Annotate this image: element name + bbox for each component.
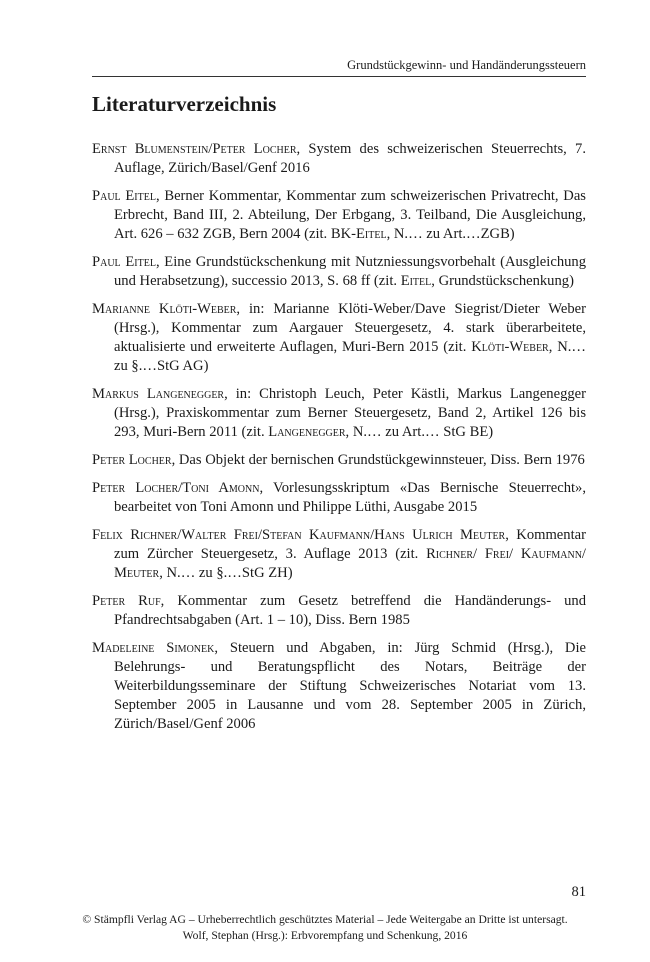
bibliography-entry [92,592,586,630]
bibliography-entry [92,253,586,291]
entry-text-end: , Grundstückschenkung) [431,273,574,289]
bibliography-entry [92,479,586,517]
entry-author: Markus Langenegger [92,386,225,402]
entry-text: , Vorlesungsskriptum «Das Bernische Steuerrecht», bearbeitet von Toni Amonn und Philippe Lüthi, Ausgabe 2015 [114,480,586,515]
footer-source-line: Wolf, Stephan (Hrsg.): Erbvorempfang und Schenkung, 2016 [182,929,468,942]
entry-author: Peter Locher [92,452,172,468]
entry-text-end: , N.… zu Art.…ZGB) [386,226,515,242]
entry-author: Madeleine Simonek [92,640,215,656]
entry-text-end: , N.… zu Art.… StG BE) [345,424,494,440]
entry-author: Ernst Blumenstein/Peter Locher [92,141,297,157]
page-number: 81 [571,884,586,900]
entry-text: , Eine Grundstückschenkung mit Nutzniessungsvorbehalt (Ausgleichung und Herabsetzung), successio 2013, S. 68 ff (zit. [114,254,587,289]
bibliography-entry [92,639,586,734]
entry-citation: Klöti-Weber [471,339,549,355]
entry-citation: Eitel [400,273,432,289]
entry-text: , Kommentar zum Zürcher Steuergesetz, 3. Auflage 2013 (zit. [114,527,586,562]
entry-text: , Kommentar zum Gesetz betreffend die Handänderungs- und Pfandrechtsabgaben (Art. 1 – 10), Diss. Bern 1985 [114,593,586,628]
entry-text: , Steuern und Abgaben, in: Jürg Schmid (Hrsg.), Die Belehrungs- und Beratungspflicht des Notars, Beiträge der Weiterbildungsseminare der Stiftung Schweizerisches Notariat vom 13. September 2005 in Lausanne und vom 28. September 2005 in Zürich, Zürich/Basel/Genf 2006 [114,640,586,732]
entry-text-end: , N.… zu §.…StG ZH) [159,565,293,581]
entry-author: Peter Locher/Toni Amonn [92,480,260,496]
page-title: Literaturverzeichnis [92,92,277,116]
running-header: Grundstückgewinn- und Handänderungssteuern [92,58,586,77]
bibliography-entry [92,187,586,244]
entry-text: , in: Christoph Leuch, Peter Kästli, Markus Langenegger (Hrsg.), Praxiskommentar zum Berner Steuergesetz, Band 2, Artikel 126 bis 293, Muri-Bern 2011 (zit. [114,386,586,440]
bibliography-list [92,140,586,743]
entry-author: Peter Ruf [92,593,161,609]
footer-copyright-line: © Stämpfli Verlag AG – Urheberrechtlich geschütztes Material – Jede Weitergabe an Dritte ist untersagt. [82,913,568,926]
entry-author: Marianne Klöti-Weber [92,301,237,317]
bibliography-entry [92,300,586,376]
entry-author: Felix Richner/Walter Frei/Stefan Kaufmann/Hans Ulrich Meuter [92,527,506,543]
entry-text: , in: Marianne Klöti-Weber/Dave Siegrist/Dieter Weber (Hrsg.), Kommentar zum Aargauer Steuergesetz, 4. stark überarbeitete, aktualisierte und erweiterte Auflagen, Muri-Bern 2015 (zit. [114,301,586,355]
entry-text-end: , N.… zu §.…StG AG) [114,339,586,374]
entry-author: Paul Eitel [92,188,156,204]
entry-text: , System des schweizerischen Steuerrechts, 7. Auflage, Zürich/Basel/Genf 2016 [114,141,586,176]
entry-citation: Eitel [356,226,387,242]
copyright-footer [0,912,650,944]
entry-text: , Das Objekt der bernischen Grundstückgewinnsteuer, Diss. Bern 1976 [171,452,585,468]
entry-citation: Richner/ Frei/ Kaufmann/ Meuter [114,546,586,581]
bibliography-entry [92,451,586,470]
bibliography-entry [92,385,586,442]
bibliography-entry [92,526,586,583]
bibliography-entry [92,140,586,178]
entry-author: Paul Eitel [92,254,156,270]
entry-text: , Berner Kommentar, Kommentar zum schweizerischen Privatrecht, Das Erbrecht, Band III, 2. Abteilung, Der Erbgang, 3. Teilband, Die Ausgleichung, Art. 626 – 632 ZGB, Bern 2004 (zit. BK- [114,188,586,242]
entry-citation: Langenegger [268,424,346,440]
